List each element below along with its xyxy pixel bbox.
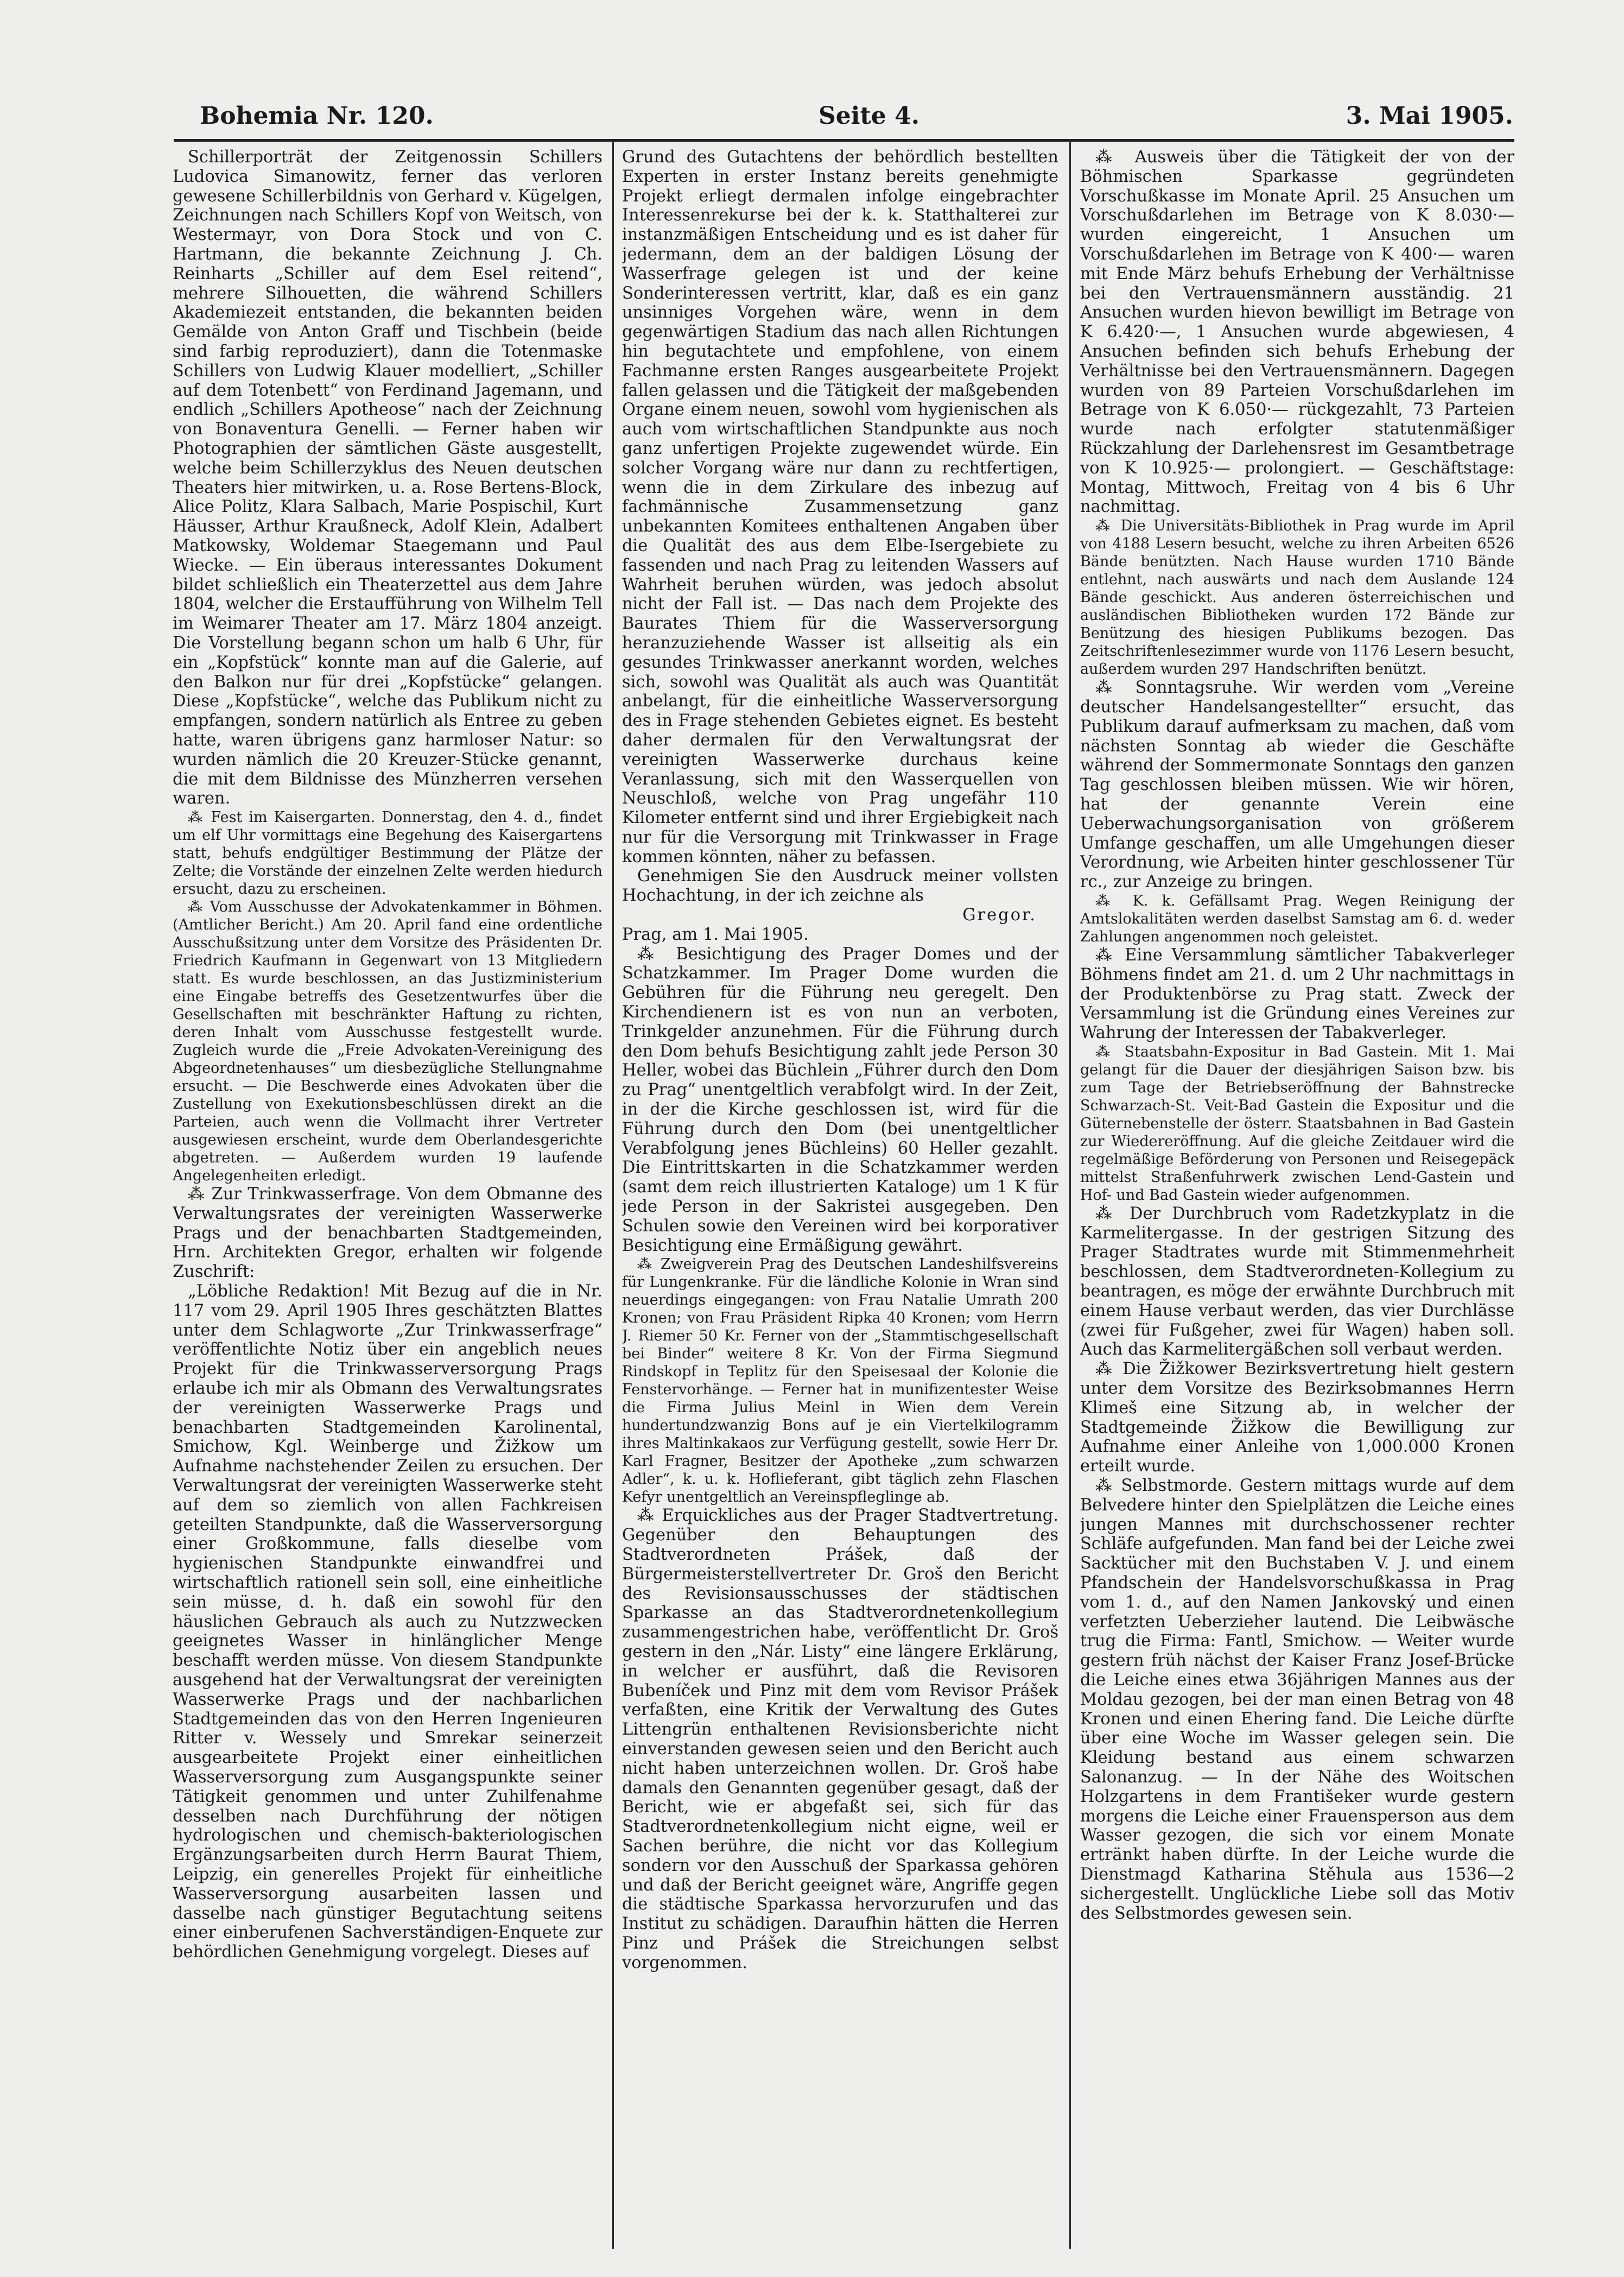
letter-text: Grund des Gutachtens der behördlich bestellten Experten in erster Instanz bereits genehmigte Projekt erliegt dermalen infolge eingebrachter Interessenrekurse bei der k. k. Statthalterei zur instanzmäßigen Entscheidung und es ist daher für jedermann, dem an der baldigen Lösung der Wasserfrage gelegen ist und der keine Sonderinteressen vertritt, klar, daß es ein ganz unsinniges Vorgehen wäre, wenn in dem gegenwärtigen Stadium das nach allen Richtungen hin begutachtete und empfohlene, von einem Fachmanne ersten Ranges ausgearbeitete Projekt fallen gelassen und die Tätigkeit der maßgebenden Organe einem neuen, sowohl vom hygienischen als auch vom wirtschaftlichen Standpunkte aus noch ganz unfertigen Projekte zugewendet würde. Ein solcher Vorgang wäre nur dann zu rechtfertigen, wenn die in dem Zirkulare des inbezug auf fachmännische Zusammensetzung ganz unbekannten Komitees enthaltenen Angaben über die Qualität des aus dem Elbe-Isergebiete zu fassenden und nach Prag zu leitenden Wassers auf Wahrheit beruhen würden, was jedoch absolut nicht der Fall ist. — Das nach dem Projekte des Baurates Thiem für die Wasserversorgung heranzuziehende Wasser ist allseitig als ein gesundes Trinkwasser anerkannt worden, welches sich, sowohl was Qualität als auch was Quantität anbelangt, für die einheitliche Wasserversorgung des in Frage stehenden Gebietes eignet. Es besteht daher dermalen für den Verwaltungsrat der vereinigten Wasserwerke durchaus keine Veranlassung, sich mit den Wasserquellen von Neuschloß, welche von Prag ungefähr 110 Kilometer entfernt sind und ihrer Ergiebigkeit nach nur für die Versorgung mit Trinkwasser in Frage kommen könnten, näher zu befassen.: [622, 148, 1058, 866]
news-item: ⁂ Erquickliches aus der Prager Stadtvertretung. Gegenüber den Behauptungen des Stadtverordneten Prášek, daß der Bürgermeisterstellvertreter Dr. Groš den Bericht des Revisionsausschusses der städtischen Sparkasse an das Stadtverordnetenkollegium zusammengestrichen habe, veröffentlicht Dr. Groš gestern in den „Nár. Listy“ eine längere Erklärung, in welcher er ausführt, daß die Revisoren Bubeníček und Pinz mit dem vom Revisor Prášek verfaßten, eine Kritik der Verwaltung des Gutes Littengrün enthaltenen Revisionsberichte nicht einverstanden gewesen seien und den Bericht auch nicht haben unterzeichnen wollen. Dr. Groš habe damals den Genannten gegenüber gesagt, daß der Bericht, wie er abgefaßt sei, sich für das Stadtverordnetenkollegium nicht eigne, weil er Sachen berühre, die nicht vor das Kollegium sondern vor den Ausschuß der Sparkassa gehören und daß der Bericht geeignet wäre, Angriffe gegen die städtische Sparkassa hervorzurufen und das Institut zu schädigen. Daraufhin hätten die Herren Pinz und Prášek die Streichungen selbst vorgenommen.: [622, 1506, 1058, 1972]
news-item: ⁂ Der Durchbruch vom Radetzkyplatz in die Karmelitergasse. In der gestrigen Sitzung des Prager Stadtrates wurde mit Stimmenmehrheit beschlossen, dem Stadtverordneten-Kollegium zu beantragen, es möge der erwähnte Durchbruch mit einem Hause verbaut werden, das vier Durchlässe (zwei für Fußgeher, zwei für Wagen) haben soll. Auch das Karmelitergäßchen soll verbaut werden.: [1080, 1204, 1514, 1359]
news-item: ⁂ Die Žižkower Bezirksvertretung hielt gestern unter dem Vorsitze des Bezirksobmannes Herrn Klimeš eine Sitzung ab, in welcher der Stadtgemeinde Žižkow die Bewilligung zur Aufnahme einer Anleihe von 1,000.000 Kronen erteilt wurde.: [1080, 1359, 1514, 1476]
masthead-issue: Bohemia Nr. 120.: [200, 102, 434, 130]
page-header: [200, 97, 1513, 140]
column-3: [1080, 148, 1514, 2254]
column-divider: [1069, 142, 1071, 2249]
news-item: ⁂ Staatsbahn-Expositur in Bad Gastein. Mit 1. Mai gelangt für die Dauer der diesjährigen Saison bzw. bis zum Tage der Betriebseröffnung der Bahnstrecke Schwarzach-St. Veit-Bad Gastein die Expositur und die Güternebenstelle der österr. Staatsbahnen in Bad Gastein zur Wiedereröffnung. Auf die gleiche Zeitdauer wird die regelmäßige Beförderung von Personen und Reisegepäck mittelst Straßenfuhrwerk zwischen Lend-Gastein und Hof- und Bad Gastein wieder aufgenommen.: [1080, 1043, 1514, 1204]
letter-signature: Gregor.: [962, 906, 1037, 925]
news-item: ⁂ Fest im Kaisergarten. Donnerstag, den 4. d., findet um elf Uhr vormittags eine Begehung des Kaisergartens statt, behufs endgültiger Bestimmung der Plätze der Zelte; die Vorstände der einzelnen Zelte werden hiedurch ersucht, dazu zu erscheinen.: [173, 809, 602, 898]
news-item: ⁂ Ausweis über die Tätigkeit der von der Böhmischen Sparkasse gegründeten Vorschußkasse im Monate April. 25 Ansuchen um Vorschußdarlehen im Betrage von K 8.030·— wurden eingereicht, 1 Ansuchen um Vorschußdarlehen im Betrage von K 400·— waren mit Ende März behufs Erhebung der Verhältnisse bei den Vertrauensmännern ausständig. 21 Ansuchen wurden hievon bewilligt im Betrage von K 6.420·—, 1 Ansuchen wurde abgewiesen, 4 Ansuchen befinden sich behufs Erhebung der Verhältnisse bei den Vertrauensmännern. Dagegen wurden von 89 Parteien Vorschußdarlehen im Betrage von K 6.050·— rückgezahlt, 73 Parteien wurde nach erfolgter statutenmäßiger Rückzahlung der Darlehensrest im Gesamtbetrage von K 10.925·— prolongiert. — Geschäftstage: Montag, Mittwoch, Freitag von 4 bis 6 Uhr nachmittag.: [1080, 148, 1514, 517]
news-item: ⁂ K. k. Gefällsamt Prag. Wegen Reinigung der Amtslokalitäten werden daselbst Samstag am 6. d. weder Zahlungen angenommen noch geleistet.: [1080, 892, 1514, 945]
news-item: ⁂ Selbstmorde. Gestern mittags wurde auf dem Belvedere hinter den Spielplätzen die Leiche eines jungen Mannes mit durchschossener rechter Schläfe aufgefunden. Man fand bei der Leiche zwei Sacktücher mit den Buchstaben V. J. und einem Pfandschein der Handelsvorschußkassa in Prag vom 1. d., auf den Namen Jankovský und einen verfetzten Ueberzieher lautend. Die Leibwäsche trug die Firma: Fantl, Smichow. — Weiter wurde gestern früh nächst der Kaiser Franz Josef-Brücke die Leiche eines etwa 36jährigen Mannes aus der Moldau gezogen, bei der man einen Betrag von 48 Kronen und einen Ehering fand. Die Leiche dürfte über eine Woche im Wasser gelegen sein. Die Kleidung bestand aus einem schwarzen Salonanzug. — In der Nähe des Woitschen Holzgartens in dem Františeker wurde gestern morgens die Leiche einer Frauensperson aus dem Wasser gezogen, die sich vor einem Monate ertränkt haben dürfte. In der Leiche wurde die Dienstmagd Katharina Stěhula aus 1536—2 sichergestellt. Unglückliche Liebe soll das Motiv des Selbstmordes gewesen sein.: [1080, 1476, 1514, 1923]
news-item: ⁂ Besichtigung des Prager Domes und der Schatzkammer. Im Prager Dome wurden die Gebühren für die Führung neu geregelt. Den Kirchendienern ist es von nun an verboten, Trinkgelder anzunehmen. Für die Führung durch den Dom behufs Besichtigung zahlt jede Person 30 Heller, wobei das Büchlein „Führer durch den Dom zu Prag“ unentgeltlich verabfolgt wird. In der Zeit, in der die Kirche geschlossen ist, wird für die Führung durch den Dom (bei unentgeltlicher Verabfolgung jenes Büchleins) 60 Heller gezahlt. Die Eintrittskarten in die Schatzkammer werden (samt dem reich illustrierten Kataloge) um 1 K für jede Person in der Sakristei ausgegeben. Den Schulen sowie den Vereinen wird bei korporativer Besichtigung eine Ermäßigung gewährt.: [622, 944, 1058, 1255]
column-1: [173, 148, 602, 2254]
issue-date: 3. Mai 1905.: [1346, 102, 1513, 130]
page-number: Seite 4.: [819, 102, 920, 130]
article-text: Schillerporträt der Zeitgenossin Schillers Ludovica Simanowitz, ferner das verloren gewesene Schillerbildnis von Gerhard v. Kügelgen, Zeichnungen nach Schillers Kopf von Weitsch, von Westermayr, von Dora Stock und von C. Hartmann, die bekannte Zeichnung J. Ch. Reinharts „Schiller auf dem Esel reitend“, mehrere Silhouetten, die während Schillers Akademiezeit entstanden, die bekannten beiden Gemälde von Anton Graff und Tischbein (beide sind farbig reproduziert), dann die Totenmaske Schillers von Ludwig Klauer modelliert, „Schiller auf dem Totenbett“ von Ferdinand Jagemann, und endlich „Schillers Apotheose“ nach der Zeichnung von Bonaventura Genelli. — Ferner haben wir Photographien der sämtlichen Gäste ausgestellt, welche beim Schillerzyklus des Neuen deutschen Theaters hier mitwirken, u. a. Rose Bertens-Block, Alice Politz, Klara Salbach, Marie Pospischil, Kurt Häusser, Arthur Kraußneck, Adolf Klein, Adalbert Matkowsky, Woldemar Staegemann und Paul Wiecke. — Ein überaus interessantes Dokument bildet schließlich ein Theaterzettel aus dem Jahre 1804, welcher die Erstaufführung von Wilhelm Tell im Weimarer Theater am 17. März 1804 anzeigt. Die Vorstellung begann schon um halb 6 Uhr, für ein „Kopfstück“ konnte man auf die Galerie, auf den Balkon nur für drei „Kopfstücke“ gelangen. Diese „Kopfstücke“, welche das Publikum nicht zu empfangen, sondern natürlich als Entree zu geben hatte, waren übrigens ganz harmloser Natur: so wurden nämlich die 20 Kreuzer-Stücke genannt, die mit dem Bildnisse des Münzherren versehen waren.: [173, 148, 602, 808]
column-divider: [612, 142, 614, 2249]
news-item: ⁂ Eine Versammlung sämtlicher Tabakverleger Böhmens findet am 21. d. um 2 Uhr nachmittags in der Produktenbörse zu Prag statt. Zweck der Versammlung ist die Gründung eines Vereines zur Wahrung der Interessen der Tabakverleger.: [1080, 945, 1514, 1043]
news-item: ⁂ Sonntagsruhe. Wir werden vom „Vereine deutscher Handelsangestellter“ ersucht, das Publikum darauf aufmerksam zu machen, daß vom nächsten Sonntag ab wieder die Geschäfte während der Sommermonate Sonntags den ganzen Tag geschlossen bleiben müssen. Wie wir hören, hat der genannte Verein eine Ueberwachungsorganisation von größerem Umfange geschaffen, um alle Umgehungen dieser Verordnung, wie Arbeiten hinter geschlossener Tür rc., zur Anzeige zu bringen.: [1080, 678, 1514, 892]
news-item: ⁂ Zur Trinkwasserfrage. Von dem Obmanne des Verwaltungsrates der vereinigten Wasserwerke Prags und der benachbarten Stadtgemeinden, Hrn. Architekten Gregor, erhalten wir folgende Zuschrift:: [173, 1185, 602, 1282]
news-item: ⁂ Vom Ausschusse der Advokatenkammer in Böhmen. (Amtlicher Bericht.) Am 20. April fand eine ordentliche Ausschußsitzung unter dem Vorsitze des Präsidenten Dr. Friedrich Kaufmann in Gegenwart von 13 Mitgliedern statt. Es wurde beschlossen, an das Justizministerium eine Eingabe betreffs des Gesetzentwurfes über die Gesellschaften mit beschränkter Haftung zu richten, deren Inhalt vom Ausschusse festgestellt wurde. Zugleich wurde die „Freie Advokaten-Vereinigung des Abgeordnetenhauses“ um diesbezügliche Stellungnahme ersucht. — Die Beschwerde eines Advokaten über die Zustellung von Exekutionsbeschlüssen direkt an die Parteien, auch wenn die Vollmacht ihrer Vertreter ausgewiesen erscheint, wurde dem Oberlandesgerichte abgetreten. — Außerdem wurden 19 laufende Angelegenheiten erledigt.: [173, 899, 602, 1185]
header-rule: [174, 139, 1514, 142]
column-2: [622, 148, 1058, 2254]
news-item: ⁂ Die Universitäts-Bibliothek in Prag wurde im April von 4188 Lesern besucht, welche zu ihren Arbeiten 6526 Bände benützten. Nach Hause wurden 1710 Bände entlehnt, nach auswärts und nach dem Auslande 124 Bände geschickt. Aus anderen österreichischen und ausländischen Bibliotheken wurden 172 Bände zur Benützung des hiesigen Publikums bezogen. Das Zeitschriftenlesezimmer wurde von 1176 Lesern besucht, außerdem wurden 297 Handschriften benützt.: [1080, 517, 1514, 678]
news-item: ⁂ Zweigverein Prag des Deutschen Landeshilfsvereins für Lungenkranke. Für die ländliche Kolonie in Wran sind neuerdings eingegangen: von Frau Natalie Umrath 200 Kronen; von Frau Präsident Ripka 40 Kronen; vom Herrn J. Riemer 50 Kr. Ferner von der „Stammtischgesellschaft bei Binder“ weitere 8 Kr. Von der Firma Siegmund Rindskopf in Teplitz für den Speisesaal der Kolonie die Fenstervorhänge. — Ferner hat in munifizentester Weise die Firma Julius Meinl in Wien dem Verein hundertundzwanzig Bons auf je ein Viertelkilogramm ihres Maltinkakaos zur Verfügung gestellt, sowie Herr Dr. Karl Fragner, Besitzer der Apotheke „zum schwarzen Adler“, k. u. k. Hoflieferant, gibt täglich zehn Flaschen Kefyr unentgeltlich an Vereinspfleglinge ab.: [622, 1256, 1058, 1506]
letter-closing: Genehmigen Sie den Ausdruck meiner vollsten Hochachtung, in der ich zeichne als: [622, 866, 1058, 906]
letter-dateline: Prag, am 1. Mai 1905.: [622, 925, 809, 944]
letter-text: „Löbliche Redaktion! Mit Bezug auf die in Nr. 117 vom 29. April 1905 Ihres geschätzten Blattes unter dem Schlagworte „Zur Trinkwasserfrage“ veröffentlichte Notiz über ein angeblich neues Projekt für die Trinkwasserversorgung Prags erlaube ich mir als Obmann des Verwaltungsrates der vereinigten Wasserwerke Prags und benachbarten Stadtgemeinden Karolinental, Smichow, Kgl. Weinberge und Žižkow um Aufnahme nachstehender Zeilen zu ersuchen. Der Verwaltungsrat der vereinigten Wasserwerke steht auf dem so ziemlich von allen Fachkreisen geteilten Standpunkte, daß die Wasserversorgung einer Großkommune, falls dieselbe vom hygienischen Standpunkte einwandfrei und wirtschaftlich rationell sein soll, eine einheitliche sein müsse, d. h. daß ein sowohl für den häuslichen Gebrauch als auch zu Nutzzwecken geeignetes Wasser in hinlänglicher Menge beschafft werden müsse. Von diesem Standpunkte ausgehend hat der Verwaltungsrat der vereinigten Wasserwerke Prags und der nachbarlichen Stadtgemeinden das von den Herren Ingenieuren Ritter v. Wessely und Smrekar seinerzeit ausgearbeitete Projekt einer einheitlichen Wasserversorgung zum Ausgangspunkte seiner Tätigkeit genommen und unter Zuhilfenahme desselben nach Durchführung der nötigen hydrologischen und chemisch-bakteriologischen Ergänzungsarbeiten durch Herrn Baurat Thiem, Leipzig, ein generelles Projekt für einheitliche Wasserversorgung ausarbeiten lassen und dasselbe nach günstiger Begutachtung seitens einer einberufenen Sachverständigen-Enquete zur behördlichen Genehmigung vorgelegt. Dieses auf: [173, 1282, 602, 1962]
